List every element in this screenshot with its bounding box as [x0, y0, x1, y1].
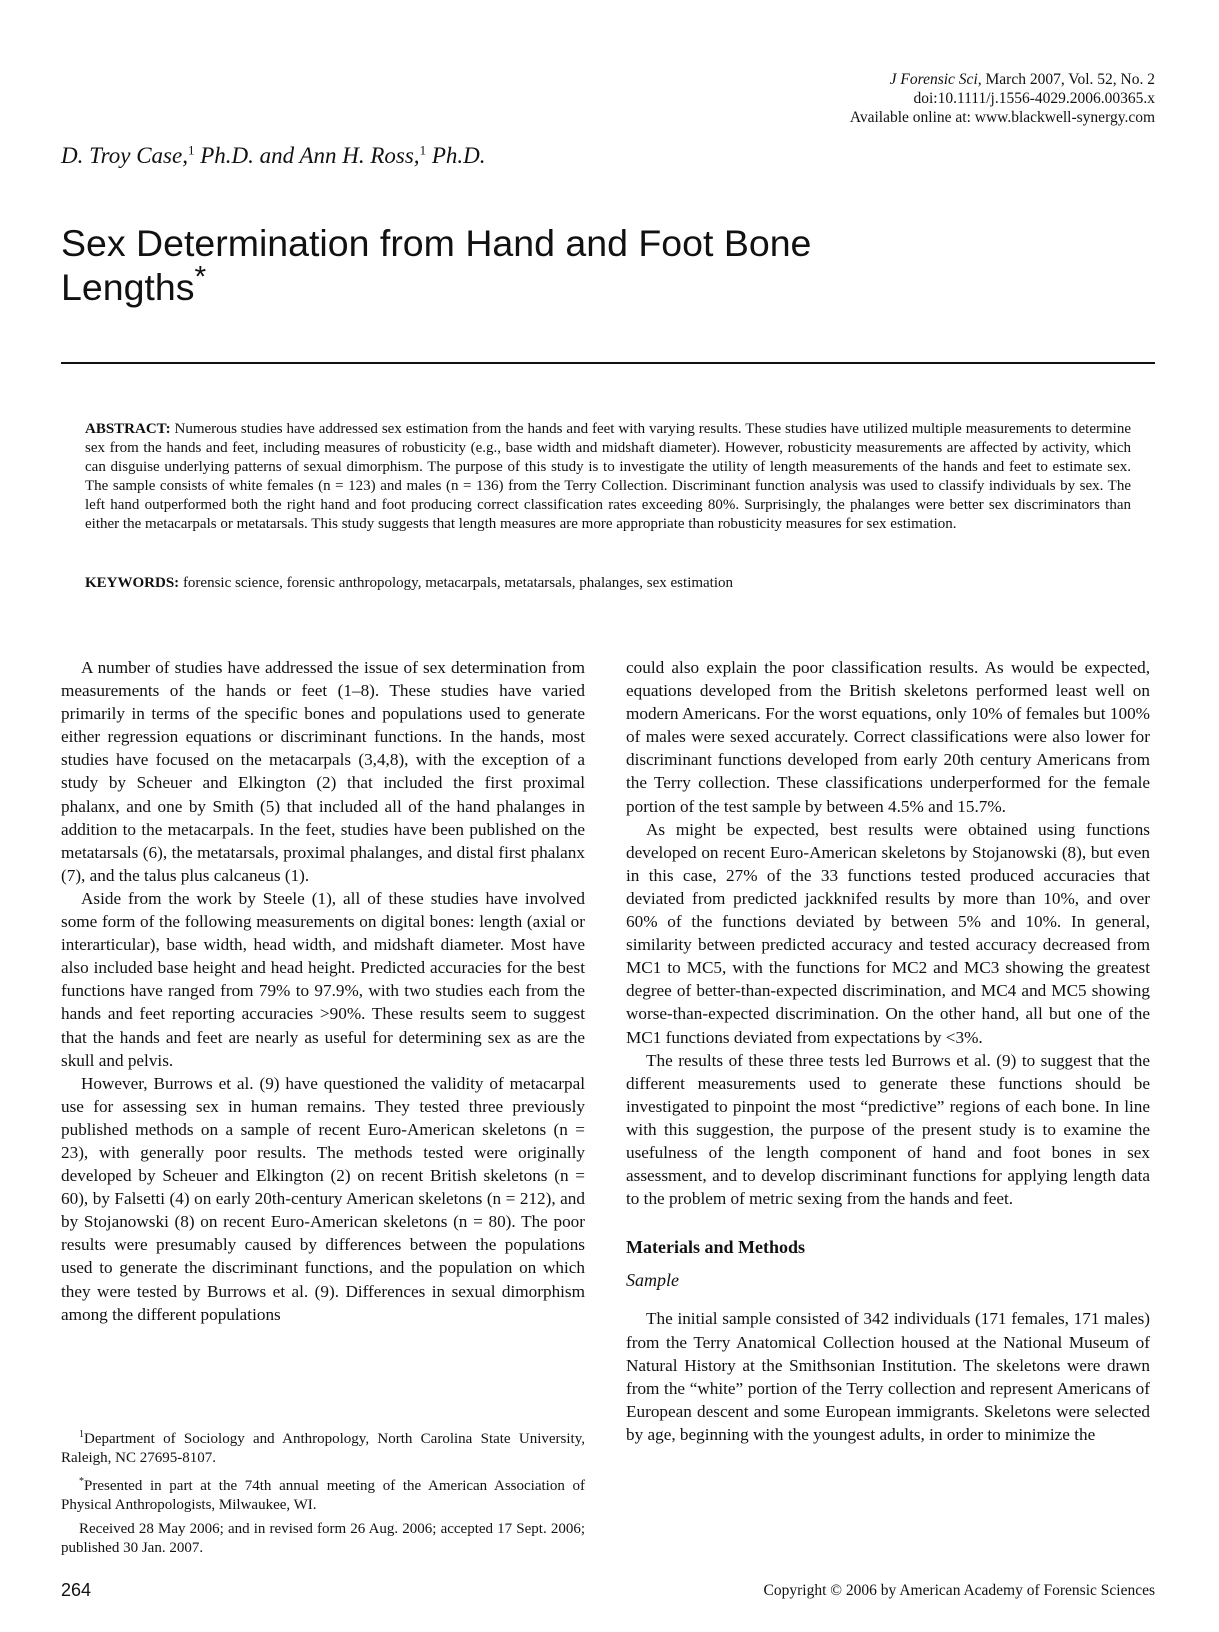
abstract-label: ABSTRACT: — [85, 421, 171, 437]
footnote — [61, 1520, 585, 1557]
abstract — [85, 420, 1131, 534]
available-online: Available online at: www.blackwell-synergy.com — [849, 109, 1155, 126]
footnote-text: Received 28 May 2006; and in revised form 26 Aug. 2006; accepted 17 Sept. 2006; published 30 Jan. 2007. — [61, 1521, 585, 1556]
footnote-text: Presented in part at the 74th annual meeting of the American Association of Physical Anthropologists, Milwaukee, WI. — [61, 1478, 585, 1513]
footnote-text: Department of Sociology and Anthropology, North Carolina State University, Raleigh, NC 27695-8107. — [61, 1431, 585, 1466]
doi: doi:10.1111/j.1556-4029.2006.00365.x — [913, 90, 1155, 107]
keywords-label: KEYWORDS: — [85, 575, 180, 591]
paper-title — [61, 221, 961, 309]
title-divider — [61, 362, 1155, 364]
keywords — [85, 574, 1131, 593]
keywords-text: forensic science, forensic anthropology, metacarpals, metatarsals, phalanges, sex estimation — [182, 575, 734, 591]
footnote-mark: 1 — [79, 1429, 84, 1440]
authors — [61, 143, 485, 169]
copyright: Copyright © 2006 by American Academy of Forensic Sciences — [763, 1582, 1155, 1599]
footnote-mark: * — [79, 1476, 84, 1487]
footnotes — [61, 1426, 585, 1563]
journal-info — [850, 70, 1155, 127]
body-column-left — [61, 656, 585, 1326]
journal-citation — [850, 70, 1155, 89]
author-mid: Ph.D. and Ann H. Ross, — [200, 143, 420, 168]
paragraph: The results of these three tests led Burrows et al. (9) to suggest that the different measurements used to generate these functions should be investigated to pinpoint the most “predictive” regions of each bone. In line with this suggestion, the purpose of the present study is to examine the usefulness of the length component of hand and foot bones in sex assessment, and to develop discriminant functions for applying length data to the problem of metric sexing from the hands and feet. — [626, 1050, 1150, 1209]
subsection-heading: Sample — [626, 1270, 679, 1291]
footnote — [61, 1473, 585, 1514]
title-footnote-mark: * — [194, 260, 207, 294]
body-column-right — [626, 656, 1150, 1446]
page-number: 264 — [61, 1580, 92, 1600]
author-1-name: D. Troy Case, — [61, 143, 188, 168]
paper-title-text: Sex Determination from Hand and Foot Bone Lengths — [61, 222, 812, 308]
journal-issue: March 2007, Vol. 52, No. 2 — [985, 71, 1155, 88]
footnote — [61, 1426, 585, 1467]
author-2-affiliation-mark: 1 — [419, 142, 427, 158]
paragraph: As might be expected, best results were obtained using functions developed on recent Euro-American skeletons by Stojanowski (8), but even in this case, 27% of the 33 functions tested produced accuracies that deviated from predicted jackknifed results by more than 10%, and over 60% of the functions deviated by between 5% and 10%. In general, similarity between predicted accuracy and tested accuracy decreased from MC1 to MC5, with the functions for MC2 and MC3 showing the greatest degree of better-than-expected discrimination, and MC4 and MC5 showing worse-than-expected discrimination. On the other hand, all but one of the MC1 functions deviated from expectations by <3%. — [626, 819, 1150, 1047]
abstract-text: Numerous studies have addressed sex estimation from the hands and feet with varying results. These studies have utilized multiple measurements to determine sex from the hands and feet, including measures of robusticity (e.g., base width and midshaft diameter). However, robusticity measurements are affected by activity, which can disguise underlying patterns of sexual dimorphism. The purpose of this study is to investigate the utility of length measurements of the hands and feet to estimate sex. The sample consists of white females (n = 123) and males (n = 136) from the Terry Collection. Discriminant function analysis was used to classify individuals by sex. The left hand outperformed both the right hand and foot producing correct classification rates exceeding 80%. Surprisingly, the phalanges were better sex discriminators than either the metacarpals or metatarsals. This study suggests that length measures are more appropriate than robusticity measures for sex estimation. — [85, 421, 1131, 532]
paragraph: Aside from the work by Steele (1), all of these studies have involved some form of the following measurements on digital bones: length (axial or interarticular), base width, head width, and midshaft diameter. Most have also included base height and head height. Predicted accuracies for the best functions have ranged from 79% to 97.9%, with two studies each from the hands and feet reporting accuracies >90%. These results seem to suggest that the hands and feet are nearly as useful for determining sex as are the skull and pelvis. — [61, 888, 585, 1070]
paragraph: However, Burrows et al. (9) have questioned the validity of metacarpal use for assessing sex in human remains. They tested three previously published methods on a sample of recent Euro-American skeletons (n = 23), with generally poor results. The methods tested were originally developed by Scheuer and Elkington (2) on recent British skeletons (n = 60), by Falsetti (4) on early 20th-century American skeletons (n = 212), and by Stojanowski (8) on recent Euro-American skeletons (n = 80). The poor results were presumably caused by differences between the populations used to generate the discriminant functions, and the population on which they were tested by Burrows et al. (9). Differences in sexual dimorphism among the different populations — [61, 1073, 585, 1324]
paragraph: could also explain the poor classification results. As would be expected, equations developed from the British skeletons performed least well on modern Americans. For the worst equations, only 10% of females but 100% of males were sexed accurately. Correct classifications were also lower for discriminant functions developed from early 20th century Americans from the Terry collection. These classifications underperformed for the female portion of the test sample by between 4.5% and 15.7%. — [626, 658, 1150, 816]
author-1-affiliation-mark: 1 — [187, 142, 195, 158]
journal-name: J Forensic Sci, — [889, 71, 982, 88]
paragraph: The initial sample consisted of 342 individuals (171 females, 171 males) from the Terry Anatomical Collection housed at the National Museum of Natural History at the Smithsonian Institution. The skeletons were drawn from the “white” portion of the Terry collection and represent Americans of European descent and some European immigrants. Skeletons were selected by age, beginning with the youngest adults, in order to minimize the — [626, 1309, 1150, 1444]
author-tail: Ph.D. — [431, 143, 486, 168]
paragraph: A number of studies have addressed the issue of sex determination from measurements of the hands or feet (1–8). These studies have varied primarily in terms of the specific bones and populations used to generate either regression equations or discriminant functions. In the hands, most studies have focused on the metacarpals (3,4,8), with the exception of a study by Scheuer and Elkington (2) that included the first proximal phalanx, and one by Smith (5) that included all of the hand phalanges in addition to the metacarpals. In the feet, studies have been published on the metatarsals (6), the metatarsals, proximal phalanges, and distal first phalanx (7), and the talus plus calcaneus (1). — [61, 658, 585, 885]
section-heading: Materials and Methods — [626, 1237, 805, 1258]
